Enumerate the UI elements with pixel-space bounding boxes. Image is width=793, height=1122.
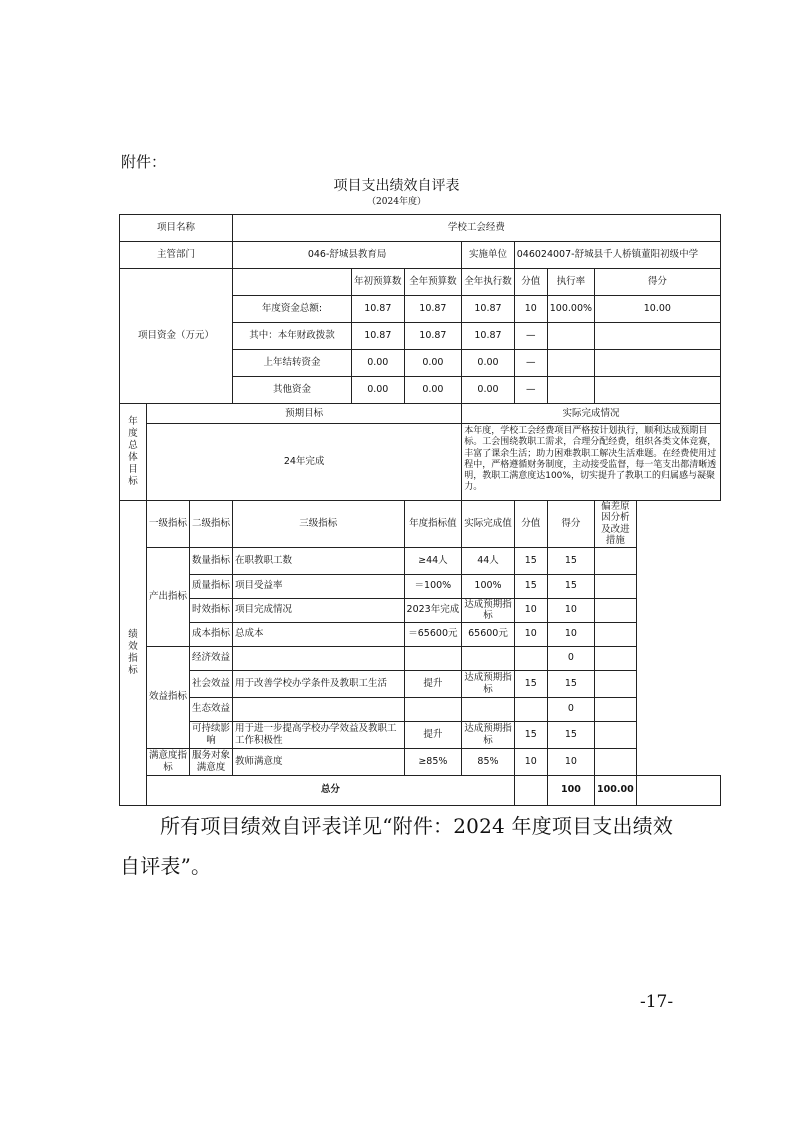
fund-exec: 10.87	[462, 323, 515, 350]
perf-l3: 用于改善学校办学条件及教职工生活	[233, 670, 405, 697]
fund-header-blank	[233, 269, 352, 296]
perf-target: ≥44人	[404, 547, 462, 574]
project-name-row	[120, 215, 721, 242]
fund-annual: 0.00	[404, 350, 462, 377]
perf-score-val: 15	[514, 670, 547, 697]
fund-score	[595, 350, 721, 377]
total-blank	[514, 775, 547, 805]
perf-deviation	[595, 547, 637, 574]
perf-l3: 项目完成情况	[233, 598, 405, 622]
perf-row	[120, 670, 721, 697]
perf-l3: 总成本	[233, 622, 405, 646]
perf-score: 0	[547, 697, 594, 721]
perf-header-score: 得分	[547, 501, 594, 548]
total-score: 100.00	[595, 775, 637, 805]
perf-row	[120, 748, 721, 775]
perf-score-val: 15	[514, 547, 547, 574]
perf-header-l3: 三级指标	[233, 501, 405, 548]
perf-l2: 数量指标	[190, 547, 233, 574]
perf-l2: 可持续影响	[190, 721, 233, 748]
fund-annual: 0.00	[404, 377, 462, 404]
fund-header-init: 年初预算数	[352, 269, 405, 296]
perf-row	[120, 697, 721, 721]
fund-rate	[547, 323, 594, 350]
perf-score-val: 15	[514, 721, 547, 748]
fund-score-val: —	[514, 377, 547, 404]
perf-header-l2: 二级指标	[190, 501, 233, 548]
fund-init: 10.87	[352, 296, 405, 323]
fund-header-exec: 全年执行数	[462, 269, 515, 296]
perf-l2: 质量指标	[190, 574, 233, 598]
perf-actual	[462, 697, 515, 721]
project-name-label: 项目名称	[120, 215, 233, 242]
impl-unit-label: 实施单位	[462, 242, 515, 269]
department-row	[120, 242, 721, 269]
fund-header-annual: 全年预算数	[404, 269, 462, 296]
perf-score: 10	[547, 748, 594, 775]
fund-annual: 10.87	[404, 323, 462, 350]
perf-l2: 服务对象满意度	[190, 748, 233, 775]
perf-row	[120, 547, 721, 574]
total-deviation	[636, 775, 720, 805]
perf-score-val	[514, 697, 547, 721]
perf-deviation	[595, 697, 637, 721]
fund-annual: 10.87	[404, 296, 462, 323]
fund-init: 0.00	[352, 377, 405, 404]
perf-actual: 达成预期指标	[462, 598, 515, 622]
perf-header-deviation: 偏差原因分析及改进措施	[595, 501, 637, 548]
fund-exec: 0.00	[462, 377, 515, 404]
perf-header-row	[120, 501, 721, 548]
fund-rate: 100.00%	[547, 296, 594, 323]
perf-deviation	[595, 622, 637, 646]
perf-l2: 经济效益	[190, 646, 233, 670]
fund-row-label: 年度资金总额:	[233, 296, 352, 323]
fund-rate	[547, 377, 594, 404]
fund-score-val: —	[514, 323, 547, 350]
fund-score	[595, 323, 721, 350]
fund-header-row	[120, 269, 721, 296]
fund-row-label: 其中：本年财政拨款	[233, 323, 352, 350]
summary-paragraph: 所有项目绩效自评表详见“附件：2024 年度项目支出绩效自评表”。	[120, 814, 674, 878]
perf-row	[120, 574, 721, 598]
perf-score: 0	[547, 646, 594, 670]
perf-row	[120, 646, 721, 670]
fund-score	[595, 377, 721, 404]
fund-score-val: 10	[514, 296, 547, 323]
perf-actual: 44人	[462, 547, 515, 574]
benefit-label: 效益指标	[147, 646, 190, 748]
perf-header-score-val: 分值	[514, 501, 547, 548]
goal-expected-header: 预期目标	[147, 404, 462, 424]
project-name-value: 学校工会经费	[233, 215, 721, 242]
perf-score-val: 10	[514, 622, 547, 646]
perf-l3: 用于进一步提高学校办学效益及教职工工作积极性	[233, 721, 405, 748]
perf-l2: 社会效益	[190, 670, 233, 697]
fund-header-score: 得分	[595, 269, 721, 296]
goal-header-row	[120, 404, 721, 424]
perf-actual: 100%	[462, 574, 515, 598]
perf-target: ≥85%	[404, 748, 462, 775]
perf-deviation	[595, 574, 637, 598]
perf-score: 15	[547, 670, 594, 697]
fund-row-label: 其他资金	[233, 377, 352, 404]
perf-score-val: 10	[514, 748, 547, 775]
perf-label-cell	[120, 501, 147, 806]
perf-row	[120, 622, 721, 646]
total-label: 总分	[147, 775, 515, 805]
perf-score-val	[514, 646, 547, 670]
fund-init: 10.87	[352, 323, 405, 350]
perf-deviation	[595, 646, 637, 670]
output-label: 产出指标	[147, 547, 190, 646]
perf-l3: 项目受益率	[233, 574, 405, 598]
perf-target: 提升	[404, 721, 462, 748]
fund-score-val: —	[514, 350, 547, 377]
perf-target: 2023年完成	[404, 598, 462, 622]
perf-target: 提升	[404, 670, 462, 697]
fund-header-score-val: 分值	[514, 269, 547, 296]
perf-target: ＝100%	[404, 574, 462, 598]
perf-l3	[233, 646, 405, 670]
perf-row	[120, 721, 721, 748]
goal-label-cell	[120, 404, 147, 501]
table-title: 项目支出绩效自评表	[333, 178, 460, 194]
fund-header-rate: 执行率	[547, 269, 594, 296]
perf-l2: 时效指标	[190, 598, 233, 622]
attachment-label: 附件：	[121, 153, 167, 171]
fund-init: 0.00	[352, 350, 405, 377]
dept-value: 046-舒城县教育局	[233, 242, 462, 269]
page-number: -17-	[640, 992, 674, 1012]
perf-actual	[462, 646, 515, 670]
fund-score: 10.00	[595, 296, 721, 323]
perf-score: 15	[547, 574, 594, 598]
total-score-val: 100	[547, 775, 594, 805]
fund-rate	[547, 350, 594, 377]
perf-deviation	[595, 670, 637, 697]
goal-label: 年度总体目标	[128, 416, 138, 487]
fund-row-label: 上年结转资金	[233, 350, 352, 377]
impl-unit-value: 046024007-舒城县千人桥镇董阳初级中学	[514, 242, 720, 269]
perf-target	[404, 697, 462, 721]
perf-label: 绩效指标	[128, 629, 138, 676]
perf-target: ＝65600元	[404, 622, 462, 646]
perf-header-l1: 一级指标	[147, 501, 190, 548]
perf-score: 10	[547, 622, 594, 646]
perf-deviation	[595, 748, 637, 775]
perf-target	[404, 646, 462, 670]
perf-score: 15	[547, 547, 594, 574]
perf-l3	[233, 697, 405, 721]
goal-actual-header: 实际完成情况	[462, 404, 720, 424]
perf-score: 15	[547, 721, 594, 748]
perf-deviation	[595, 598, 637, 622]
fund-exec: 10.87	[462, 296, 515, 323]
perf-score: 10	[547, 598, 594, 622]
fund-exec: 0.00	[462, 350, 515, 377]
satisfaction-label: 满意度指标	[147, 748, 190, 775]
evaluation-table	[119, 214, 721, 806]
perf-deviation	[595, 721, 637, 748]
dept-label: 主管部门	[120, 242, 233, 269]
goal-actual: 本年度，学校工会经费项目严格按计划执行，顺利达成预期目标。工会围绕教职工需求，合理分配经费，组织各类文体竞赛，丰富了课余生活；助力困难教职工解决生活难题。在经费使用过程中，严格遵循财务制度，主动接受监督，每一笔支出都清晰透明，教职工满意度达100%，切实提升了教职工的归属感与凝聚力。	[464, 426, 717, 493]
goal-content-row	[120, 424, 721, 501]
perf-actual: 85%	[462, 748, 515, 775]
perf-l3: 教师满意度	[233, 748, 405, 775]
perf-score-val: 15	[514, 574, 547, 598]
perf-l3: 在职教职工数	[233, 547, 405, 574]
perf-header-actual: 实际完成值	[462, 501, 515, 548]
perf-score-val: 10	[514, 598, 547, 622]
perf-actual: 达成预期指标	[462, 670, 515, 697]
perf-actual: 达成预期指标	[462, 721, 515, 748]
perf-l2: 成本指标	[190, 622, 233, 646]
goal-expected: 24年完成	[147, 424, 462, 501]
total-row	[120, 775, 721, 805]
table-year: （2024年度）	[367, 197, 426, 207]
perf-row	[120, 598, 721, 622]
perf-header-target: 年度指标值	[404, 501, 462, 548]
fund-label: 项目资金（万元）	[120, 269, 233, 404]
perf-l2: 生态效益	[190, 697, 233, 721]
perf-actual: 65600元	[462, 622, 515, 646]
